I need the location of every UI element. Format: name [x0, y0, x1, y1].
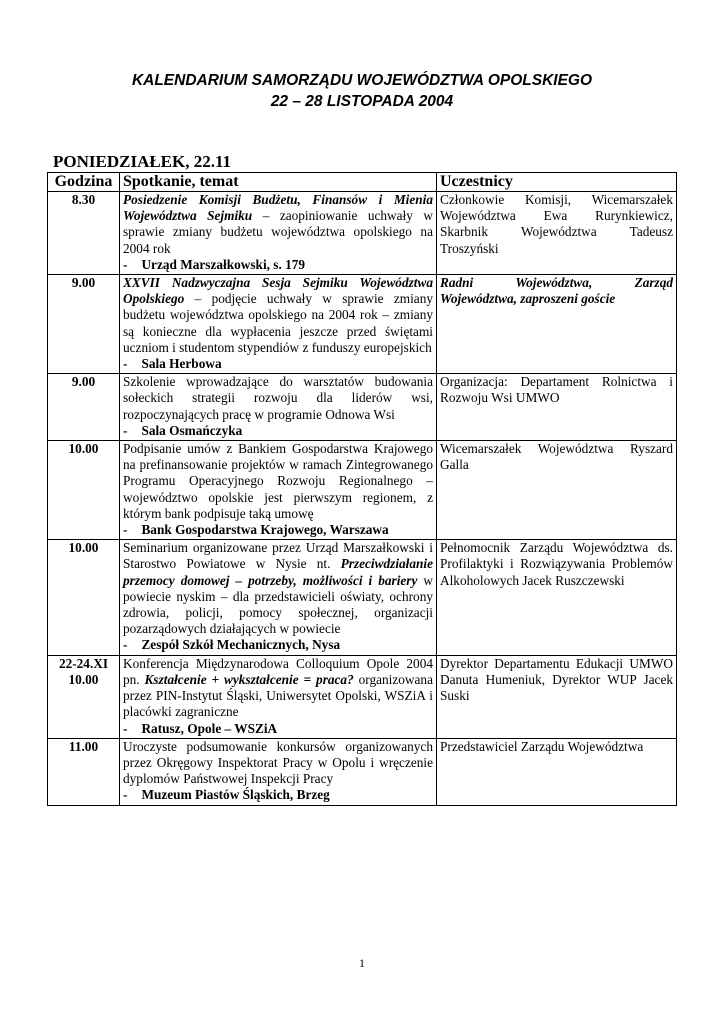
place-text: Muzeum Piastów Śląskich, Brzeg	[141, 787, 330, 803]
time-dates: 22-24.XI	[58, 655, 109, 671]
row-time: 9.00	[48, 275, 120, 374]
table-row	[48, 655, 677, 738]
row-participants: Członkowie Komisji, Wicemarszałek Województwa Ewa Rurynkiewicz, Skarbnik Województwa Tadeusz Troszyński	[437, 192, 677, 275]
place-bullet: -	[123, 356, 128, 372]
row-place	[123, 356, 433, 372]
row-participants: Radni Województwa, Zarząd Województwa, zaproszeni goście	[437, 275, 677, 374]
place-bullet: -	[123, 522, 128, 538]
row-place	[123, 257, 433, 273]
topic-description	[123, 192, 433, 257]
row-time: 11.00	[48, 738, 120, 805]
row-participants: Organizacja: Departament Rolnictwa i Rozwoju Wsi UMWO	[437, 374, 677, 441]
topic-title: XXVII Nadzwyczajna Sesja Sejmiku Województwa Opolskiego	[123, 275, 433, 307]
topic-description	[123, 275, 433, 356]
page-number: 1	[359, 956, 365, 970]
place-bullet: -	[123, 422, 128, 438]
row-place	[123, 721, 433, 737]
place-text: Urząd Marszałkowski, s. 179	[141, 256, 306, 272]
row-time: 8.30	[48, 192, 120, 275]
topic-description: Uroczyste podsumowanie konkursów organizowanych przez Okręgowy Inspektorat Pracy w Opolu i wręczenie dyplomów Państwowej Inspekcji Pracy	[123, 738, 433, 787]
row-topic	[120, 441, 437, 540]
place-bullet: -	[123, 720, 128, 736]
place-bullet: -	[123, 787, 128, 803]
table-row	[48, 275, 677, 374]
topic-text: – zaopiniowanie uchwały w sprawie zmiany budżetu województwa opolskiego na 2004 rok	[123, 208, 433, 256]
row-participants: Dyrektor Departamentu Edukacji UMWO Danuta Humeniuk, Dyrektor WUP Jacek Suski	[437, 655, 677, 738]
table-row	[48, 738, 677, 805]
place-text: Bank Gospodarstwa Krajowego, Warszawa	[141, 522, 389, 538]
time-hour: 10.00	[68, 671, 99, 687]
topic-description: Szkolenie wprowadzające do warsztatów budowania sołeckich strategii rozwoju dla liderów wsi, rozpoczynających pracę w programie Odnowa Wsi	[123, 374, 433, 422]
header-topic: Spotkanie, temat	[120, 173, 437, 192]
topic-text: – podjęcie uchwały w sprawie zmiany budżetu województwa opolskiego na 2004 rok – zmiany są konieczne dla wypłacenia jeszcze przed świętami uczniom i studentom stypendiów z funduszy europejskich	[123, 291, 433, 355]
topic-description: Podpisanie umów z Bankiem Gospodarstwa Krajowego na prefinansowanie projektów w ramach Zintegrowanego Programu Operacyjnego Rozwoju Regionalnego – województwo opolskie jest pierwszym regionem, z którym bank podpisuje taką umowę	[123, 441, 433, 521]
table-row	[48, 441, 677, 540]
place-bullet: -	[123, 637, 128, 653]
table-row	[48, 374, 677, 441]
table-row	[48, 192, 677, 275]
document-subtitle-dates: 22 – 28 LISTOPADA 2004	[270, 93, 454, 110]
place-text: Zespół Szkół Mechanicznych, Nysa	[141, 637, 341, 653]
table-row	[48, 540, 677, 655]
topic-text: Seminarium organizowane przez Urząd Marszałkowski i Starostwo Powiatowe w Nysie nt.	[123, 540, 433, 572]
place-text: Sala Herbowa	[141, 356, 222, 372]
row-topic	[120, 192, 437, 275]
row-place	[123, 423, 433, 439]
table-header-row	[48, 173, 677, 192]
place-text: Ratusz, Opole – WSZiA	[141, 720, 278, 736]
row-topic	[120, 540, 437, 655]
topic-text: Konferencja Międzynarodowa Colloquium Opole 2004 pn.	[123, 655, 433, 687]
row-topic	[120, 655, 437, 738]
topic-text: w powiecie nyskim – dla przedstawicieli oświaty, ochrony zdrowia, policji, pomocy społecznej, organizacji pozarządowych działających w powiecie	[123, 572, 433, 637]
row-time: 9.00	[48, 374, 120, 441]
header-time: Godzina	[48, 173, 120, 192]
place-text: Sala Osmańczyka	[141, 422, 243, 438]
topic-description	[123, 656, 433, 721]
topic-title: Przeciwdziałanie przemocy domowej – potrzeby, możliwości i bariery	[123, 556, 433, 588]
day-heading: PONIEDZIAŁEK, 22.11	[53, 152, 232, 171]
row-topic	[120, 738, 437, 805]
row-participants: Wicemarszałek Województwa Ryszard Galla	[437, 441, 677, 540]
schedule-table	[47, 172, 677, 806]
row-time: 10.00	[48, 441, 120, 540]
document-title: KALENDARIUM SAMORZĄDU WOJEWÓDZTWA OPOLSKIEGO	[131, 72, 593, 89]
topic-title: Kształcenie + wykształcenie = praca?	[144, 671, 354, 687]
topic-description	[123, 540, 433, 637]
row-participants: Przedstawiciel Zarządu Województwa	[437, 738, 677, 805]
topic-title: Posiedzenie Komisji Budżetu, Finansów i Mienia Województwa Sejmiku	[123, 192, 433, 224]
row-topic	[120, 275, 437, 374]
place-bullet: -	[123, 256, 128, 272]
row-place	[123, 522, 433, 538]
header-participants: Uczestnicy	[437, 173, 677, 192]
row-participants: Pełnomocnik Zarządu Województwa ds. Profilaktyki i Rozwiązywania Problemów Alkoholowych Jacek Ruszczewski	[437, 540, 677, 655]
topic-text: organizowana przez PIN-Instytut Śląski, Uniwersytet Opolski, WSZiA i placówki zagraniczne	[123, 671, 433, 720]
row-time	[48, 655, 120, 738]
row-place	[123, 637, 433, 653]
row-time: 10.00	[48, 540, 120, 655]
row-topic	[120, 374, 437, 441]
row-place	[123, 787, 433, 803]
